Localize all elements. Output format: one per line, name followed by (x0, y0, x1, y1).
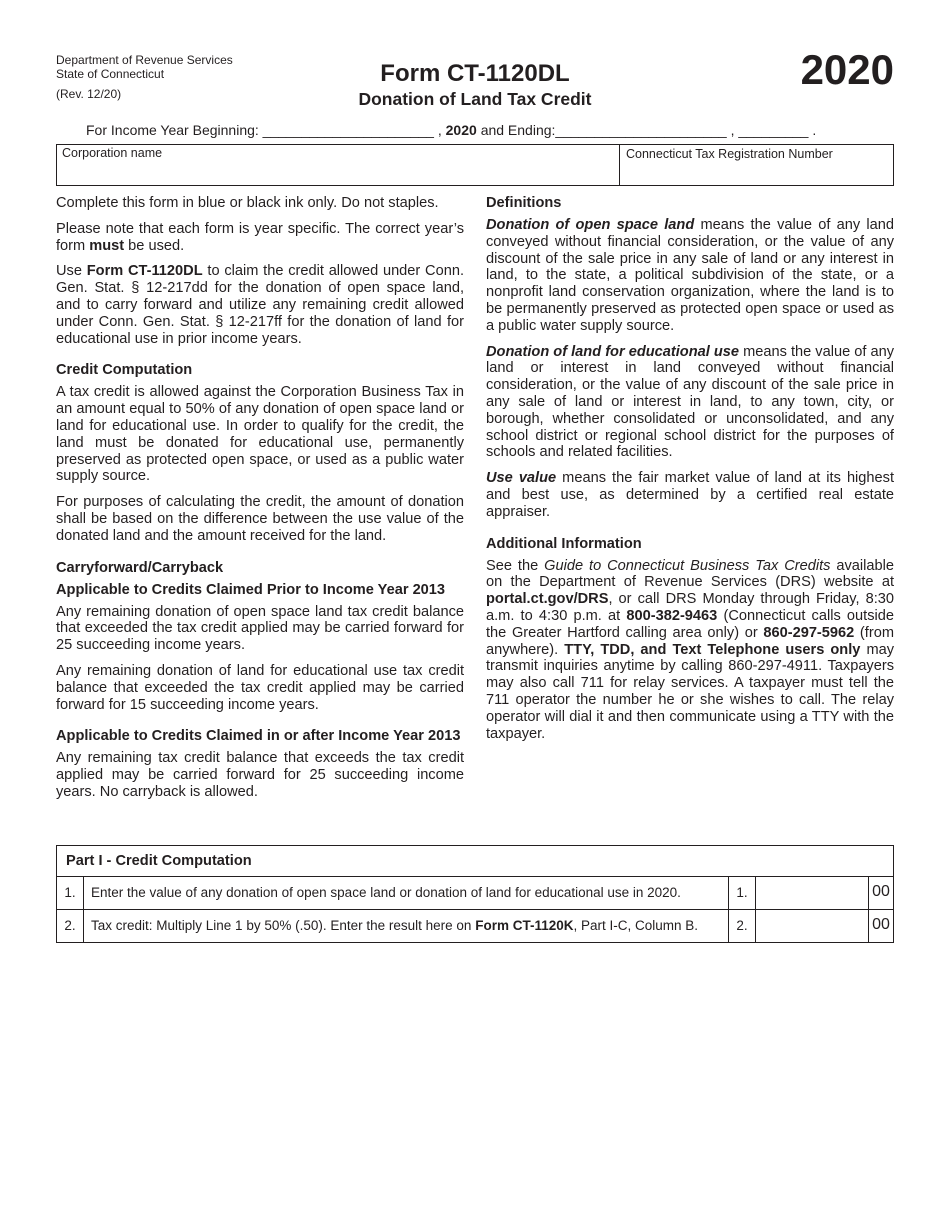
tax-registration-field[interactable] (620, 145, 893, 185)
after-2013-paragraph: Any remaining tax credit balance that exceeds the tax credit applied may be carried forward for 25 succeeding income years. No carryback is allowed. (56, 750, 464, 800)
line1-amount-field[interactable] (755, 877, 869, 909)
definition-text: means the value of any land or interest in land conveyed without financial consideration, or the value of any discount of the sale price in any sale of land or interest in land, to any town, city, or borough, whether consolidated or unconsolidated, and any school district or regional school district for the purposes of schools and related facilities. (486, 343, 895, 461)
revision-date: (Rev. 12/20) (56, 87, 122, 101)
open-space-carryforward: Any remaining donation of open space land tax credit balance that exceeded the tax credit applied may be carried forward for 25 succeeding income years. (56, 603, 464, 654)
note-text-end: be used. (124, 237, 185, 254)
income-year-ending-label: and Ending: (480, 122, 556, 138)
row-text-end: , Part I-C, Column B. (573, 918, 699, 933)
usage-text: Use (56, 263, 87, 280)
corporation-name-label: Corporation name (62, 146, 163, 160)
left-column (56, 195, 464, 810)
table-row (57, 877, 893, 909)
line1-cents: 00 (872, 883, 890, 900)
taxpayer-info-box (56, 144, 894, 186)
line2-cents: 00 (872, 916, 890, 933)
info-text: may transmit inquiries anytime by calling 860-297-4911. Taxpayers may also call 711 for relay services. A taxpayer must tell the 711 operator the number he or she wishes to call. The relay operator will dial it and then communicate using a TTY with the taxpayer. (486, 641, 895, 742)
form-year: 2020 (800, 46, 894, 93)
year-specific-note (56, 221, 464, 255)
usage-paragraph (56, 263, 464, 347)
definition-use-value (486, 470, 894, 520)
after-2013-heading: Applicable to Credits Claimed in or after Income Year 2013 (56, 728, 461, 745)
income-year-label: For Income Year Beginning: (86, 122, 259, 138)
part1-title: Part I - Credit Computation (57, 846, 893, 877)
guide-title: Guide to Connecticut Business Tax Credits (544, 557, 831, 574)
term-use-value: Use value (486, 470, 557, 487)
income-year-comma: , (437, 122, 442, 138)
ink-instruction: Complete this form in blue or black ink only. Do not staples. (56, 195, 439, 211)
note-text: Please note that each form is year specific. The correct year’s form (56, 220, 464, 254)
credit-computation-heading: Credit Computation (56, 362, 193, 379)
income-year-line (86, 122, 816, 138)
income-year-begin-field[interactable]: ______________________ (262, 122, 434, 138)
phone-number-anywhere: 860-297-5962 (763, 624, 855, 641)
row-description (91, 910, 698, 942)
tty-users-text: TTY, TDD, and Text Telephone users only (564, 641, 861, 658)
info-text: (from anywhere). (486, 624, 894, 658)
phone-number-ct: 800-382-9463 (626, 607, 718, 624)
row-text: Tax credit: Multiply Line 1 by 50% (.50). Enter the result here on (91, 918, 476, 933)
row-description: Enter the value of any donation of open space land or donation of land for educational use in 2020. (91, 885, 681, 900)
info-text: See the (486, 557, 545, 574)
drs-website-link[interactable]: portal.ct.gov/DRS (486, 591, 609, 608)
term-educational-use: Donation of land for educational use (486, 343, 740, 360)
info-text: available on the Department of Revenue Services (DRS) website at (486, 557, 894, 591)
state-name: State of Connecticut (56, 67, 165, 81)
term-open-space: Donation of open space land (486, 217, 695, 233)
carryforward-heading: Carryforward/Carryback (56, 559, 224, 576)
form-title: Form CT-1120DL (380, 60, 570, 87)
income-year-end-field[interactable]: ______________________ , _________ . (555, 122, 817, 138)
calculation-paragraph: For purposes of calculating the credit, the amount of donation shall be based on the difference between the use value of the donated land and the amount received for the land. (56, 494, 464, 544)
definition-open-space (486, 217, 894, 335)
usage-form-name: Form CT-1120DL (86, 263, 203, 280)
row-number: 2. (57, 910, 84, 942)
definition-text: means the value of any land conveyed without financial consideration, or the value of any discount of the sale price in any sale of land or any interest in land, to the state, a political subdivision of the state, or a nonprofit land conservation organization, where the land is to be permanently preserved as protected open space or used as a public water supply source. (486, 217, 894, 334)
definition-text: means the fair market value of land at its highest and best use, as determined by a certified real estate appraiser. (486, 470, 894, 520)
definitions-heading: Definitions (486, 195, 562, 211)
usage-text-end: to claim the credit allowed under Conn. Gen. Stat. § 12-217dd for the donation of open space land, and to carry forward and utilize any remaining credit allowed under Conn. Gen. Stat. § 12-217ff for the donation of land for educational use in prior income years. (56, 263, 464, 347)
additional-info-heading: Additional Information (486, 535, 642, 552)
form-subtitle: Donation of Land Tax Credit (358, 89, 592, 109)
row-number: 1. (57, 877, 84, 909)
educational-carryforward: Any remaining donation of land for educational use tax credit balance that exceeded the tax credit applied may be carried forward for 15 succeeding income years. (56, 662, 464, 713)
department-block (56, 53, 233, 81)
line-number: 1. (728, 877, 756, 909)
credit-paragraph: A tax credit is allowed against the Corporation Business Tax in an amount equal to 50% of any donation of open space land or land for educational use. In order to qualify for the credit, the land must be donated for educational use, permanently preserved as protected open space, or used as a public water supply source. (56, 384, 464, 485)
line2-amount-field[interactable] (755, 910, 869, 942)
note-emphasis: must (89, 237, 125, 254)
tax-registration-label: Connecticut Tax Registration Number (626, 147, 833, 161)
income-year-value: 2020 (445, 122, 477, 138)
info-text: (Connecticut calls outside the Greater Hartford calling area only) or (486, 607, 894, 641)
definition-educational (486, 344, 894, 462)
prior-2013-heading: Applicable to Credits Claimed Prior to Income Year 2013 (56, 581, 446, 598)
info-text: , or call DRS Monday through Friday, 8:30 a.m. to 4:30 p.m. at (486, 591, 894, 624)
table-row (57, 909, 893, 942)
part1-table (56, 845, 894, 943)
right-column (486, 195, 894, 751)
additional-info-paragraph (486, 558, 894, 743)
row-form-name: Form CT-1120K (475, 918, 574, 933)
line-number: 2. (728, 910, 756, 942)
corporation-name-field[interactable] (57, 145, 620, 185)
department-name: Department of Revenue Services (56, 53, 233, 67)
